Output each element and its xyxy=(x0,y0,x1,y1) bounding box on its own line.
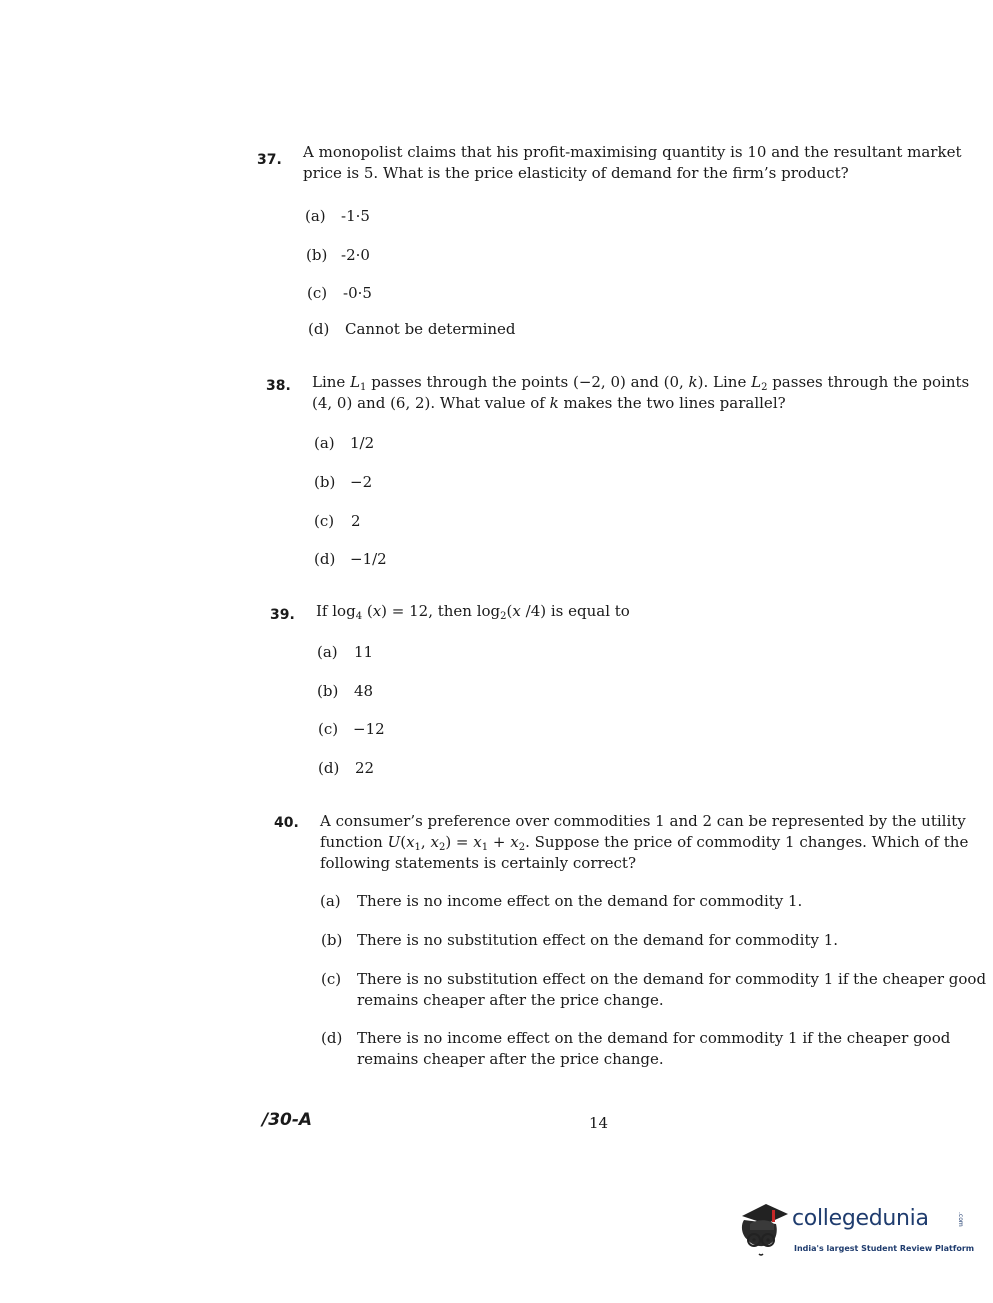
option-label: (d) xyxy=(314,550,336,568)
question-text: If $\log_4 (x) = 12$, then $\log_2(x$ /4) is equal to xyxy=(316,602,630,622)
option-label: (d) xyxy=(308,320,330,338)
question-text-line-1: A monopolist claims that his profit-maximising quantity is 10 and the resultant market xyxy=(303,143,962,161)
question-number: 37. xyxy=(257,152,282,168)
option-text: -2·0 xyxy=(341,246,370,264)
option-label: (a) xyxy=(317,643,338,661)
student-mascot-icon xyxy=(736,1196,792,1256)
option-label: (b) xyxy=(317,682,339,700)
option-label: (c) xyxy=(314,512,335,530)
option-label: (c) xyxy=(307,284,328,302)
option-text: Cannot be determined xyxy=(345,320,516,338)
question-40 xyxy=(274,811,993,1076)
question-39 xyxy=(270,601,920,781)
option-text: There is no substitution effect on the demand for commodity 1. xyxy=(357,931,839,949)
question-38 xyxy=(266,372,970,572)
question-text-line-2: price is 5. What is the price elasticity of demand for the firm’s product? xyxy=(303,164,849,182)
option-label: (b) xyxy=(314,473,336,491)
option-text: −1/2 xyxy=(350,550,387,568)
option-text: 2 xyxy=(351,512,361,530)
question-text-line-3: following statements is certainly correct? xyxy=(320,854,637,872)
option-text: There is no income effect on the demand for commodity 1. xyxy=(357,892,803,910)
question-number: 39. xyxy=(270,607,295,623)
option-text: 48 xyxy=(354,682,374,700)
option-text: 22 xyxy=(355,759,375,777)
option-label: (c) xyxy=(318,720,339,738)
logo-tagline: India's largest Student Review Platform xyxy=(794,1244,975,1253)
option-text-line-1: There is no substitution effect on the demand for commodity 1 if the cheaper good xyxy=(357,970,987,988)
question-text-line-1: Line $L_1$ passes through the points (−2, 0) and (0, k). Line $L_2$ passes through the points xyxy=(312,373,970,393)
question-text-line-1: A consumer’s preference over commodities 1 and 2 can be represented by the utility xyxy=(320,812,966,830)
option-label: (d) xyxy=(321,1029,343,1047)
option-text-line-2: remains cheaper after the price change. xyxy=(357,991,664,1009)
collegedunia-logo xyxy=(736,1196,975,1266)
option-text: -1·5 xyxy=(341,207,370,225)
question-text-line-2: function $U(x_1$, $x_2) = x_1 + x_2$. Suppose the price of commodity 1 changes. Which of the xyxy=(320,833,969,853)
option-text: -0·5 xyxy=(343,284,372,302)
option-label: (b) xyxy=(306,246,328,264)
page-number: 14 xyxy=(589,1114,609,1132)
logo-suffix: .com xyxy=(957,1212,964,1227)
question-text-line-2: (4, 0) and (6, 2). What value of k makes the two lines parallel? xyxy=(312,394,786,412)
option-label: (b) xyxy=(321,931,343,949)
option-text-line-1: There is no income effect on the demand for commodity 1 if the cheaper good xyxy=(357,1029,951,1047)
option-label: (a) xyxy=(320,892,341,910)
question-number: 38. xyxy=(266,378,291,394)
question-number: 40. xyxy=(274,815,299,831)
option-text-line-2: remains cheaper after the price change. xyxy=(357,1050,664,1068)
logo-wordmark: collegedunia xyxy=(792,1206,929,1231)
option-label: (c) xyxy=(321,970,342,988)
option-label: (a) xyxy=(305,207,326,225)
option-text: 11 xyxy=(354,643,374,661)
option-text: −2 xyxy=(350,473,373,491)
option-label: (d) xyxy=(318,759,340,777)
option-text: 1/2 xyxy=(350,434,375,452)
option-label: (a) xyxy=(314,434,335,452)
option-text: −12 xyxy=(353,720,385,738)
paper-code: /30-A xyxy=(262,1110,313,1130)
question-37 xyxy=(257,142,962,352)
